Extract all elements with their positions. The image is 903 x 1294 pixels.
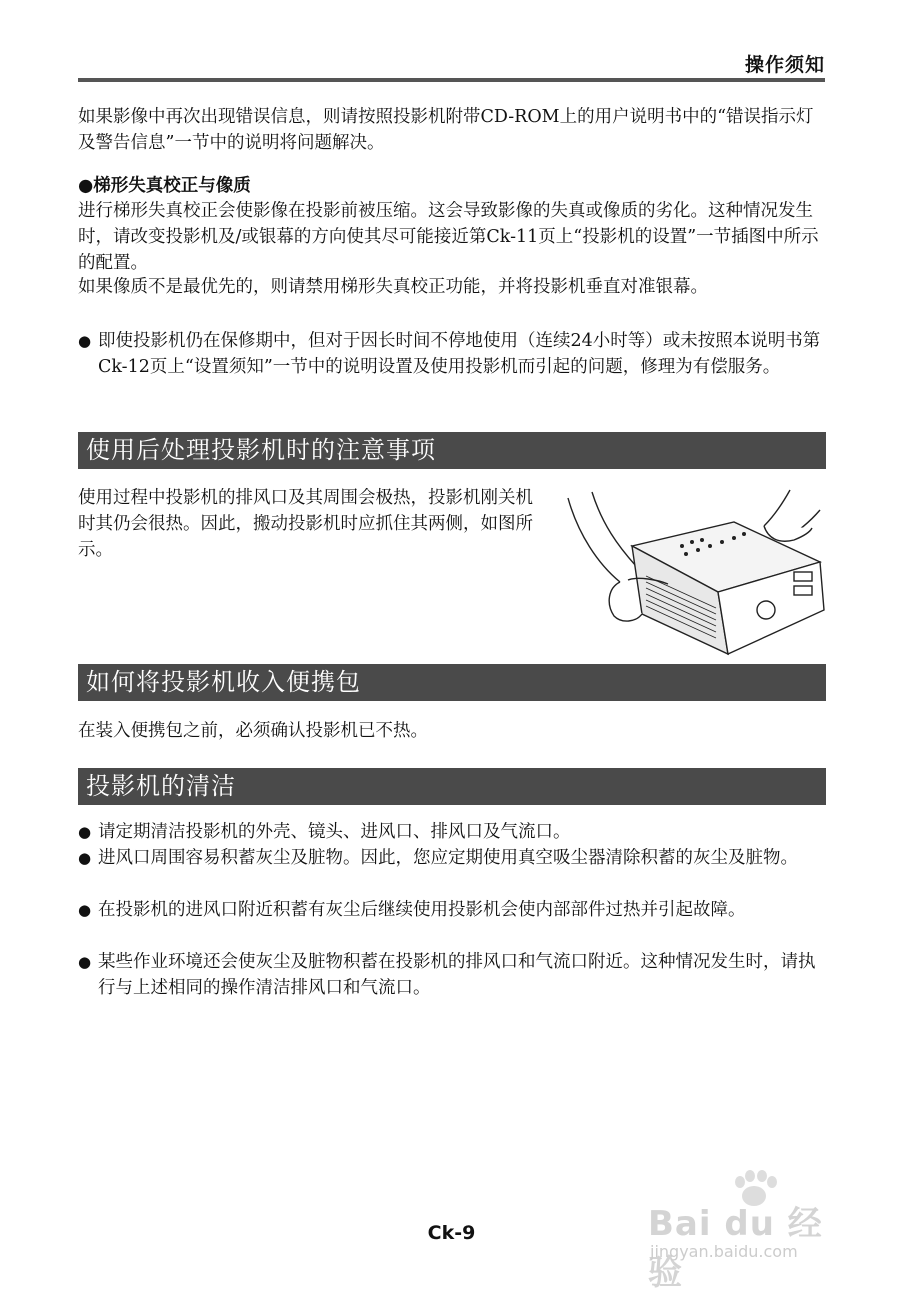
cleaning-bullet-text: 请定期清洁投影机的外壳、镜头、进风口、排风口及气流口。 bbox=[98, 822, 571, 842]
header-rule bbox=[78, 78, 825, 82]
keystone-paragraph-1: 进行梯形失真校正会使影像在投影前被压缩。这会导致影像的失真或像质的劣化。这种情况发生时，请改变投影机及/或银幕的方向使其尽可能接近第Ck-11页上“投影机的设置”一节插图中所示的配置。 bbox=[78, 201, 819, 273]
page-number: Ck-9 bbox=[427, 1222, 476, 1244]
section-heading-after-use: 使用后处理投影机时的注意事项 bbox=[78, 432, 826, 469]
bullet-icon: ● bbox=[78, 823, 92, 841]
bullet-icon: ● bbox=[78, 953, 92, 971]
cleaning-bullet-text: 进风口周围容易积蓄灰尘及脏物。因此，您应定期使用真空吸尘器清除积蓄的灰尘及脏物。 bbox=[98, 848, 798, 868]
watermark-url: jingyan.baidu.com bbox=[650, 1242, 798, 1261]
keystone-heading: ●梯形失真校正与像质 bbox=[78, 176, 251, 196]
bullet-icon: ● bbox=[78, 332, 92, 350]
baidu-watermark bbox=[644, 1170, 854, 1293]
cleaning-bullet bbox=[78, 820, 826, 846]
cleaning-bullet-text: 在投影机的进风口附近积蓄有灰尘后继续使用投影机会使内部部件过热并引起故障。 bbox=[98, 900, 746, 920]
projector-carry-illustration bbox=[558, 484, 828, 656]
cleaning-bullet-text: 某些作业环境还会使灰尘及脏物积蓄在投影机的排风口和气流口附近。这种情况发生时，请执行与上述相同的操作清洁排风口和气流口。 bbox=[98, 952, 816, 998]
carry-bag-paragraph: 在装入便携包之前，必须确认投影机已不热。 bbox=[78, 721, 428, 741]
cleaning-bullet bbox=[78, 846, 826, 872]
bullet-icon: ● bbox=[78, 901, 92, 919]
cleaning-bullet bbox=[78, 950, 826, 1001]
cleaning-bullet bbox=[78, 898, 826, 924]
after-use-paragraph: 使用过程中投影机的排风口及其周围会极热，投影机刚关机时其仍会很热。因此，搬动投影机时应抓住其两侧，如图所示。 bbox=[78, 488, 533, 560]
warranty-bullet bbox=[78, 329, 826, 380]
bullet-icon: ● bbox=[78, 849, 92, 867]
page-header-title: 操作须知 bbox=[744, 54, 825, 76]
warranty-text: 即使投影机仍在保修期中，但对于因长时间不停地使用（连续24小时等）或未按照本说明书第Ck-12页上“设置须知”一节中的说明设置及使用投影机而引起的问题，修理为有偿服务。 bbox=[98, 331, 821, 377]
section-heading-cleaning: 投影机的清洁 bbox=[78, 768, 826, 805]
section-heading-carry-bag: 如何将投影机收入便携包 bbox=[78, 664, 826, 701]
watermark-brand: Bai du 经验 bbox=[648, 1204, 823, 1293]
intro-paragraph: 如果影像中再次出现错误信息，则请按照投影机附带CD-ROM上的用户说明书中的“错误指示灯及警告信息”一节中的说明将问题解决。 bbox=[78, 107, 814, 153]
keystone-paragraph-2: 如果像质不是最优先的，则请禁用梯形失真校正功能，并将投影机垂直对准银幕。 bbox=[78, 277, 708, 297]
